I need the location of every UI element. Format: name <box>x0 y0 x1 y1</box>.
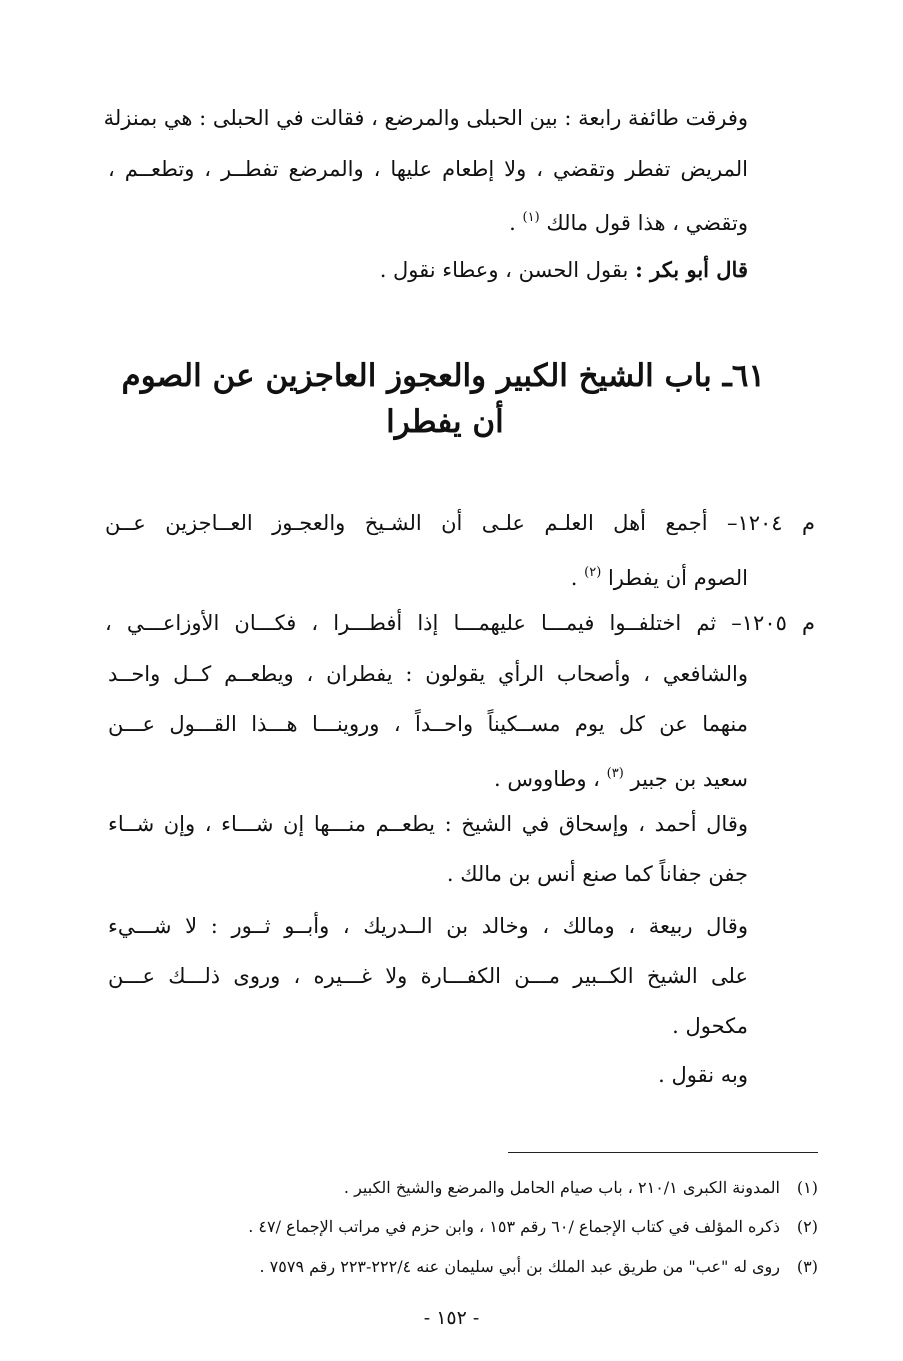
footnote-divider <box>508 1152 818 1153</box>
entry-1205-end: ، وطاووس . <box>493 767 600 791</box>
ahmad-line-1: وقال أحمد ، وإسحاق في الشيخ : يطعــم منـــها إن شـــاء ، وإن شــاء <box>108 812 748 836</box>
entry-1204-number: م ١٢٠٤– <box>726 511 815 535</box>
footnote-1-number: (١) <box>796 1178 818 1197</box>
abu-bakr-quote <box>380 255 748 285</box>
abu-bakr-text: بقول الحسن ، وعطاء نقول . <box>379 258 629 282</box>
footnote-3-text: روى له "عب" من طريق عبد الملك بن أبي سليمان عنه ٢٢٢/٤-٢٢٣ رقم ٧٥٧٩ . <box>259 1257 780 1276</box>
rabia-line-3: مكحول . <box>672 1014 748 1038</box>
closing-line: وبه نقول . <box>658 1063 748 1087</box>
entry-1205-number: م ١٢٠٥– <box>731 611 815 635</box>
intro-line-1: وفرقت طائفة رابعة : بين الحبلى والمرضع ، فقالت في الحبلى : هي بمنزلة <box>103 106 748 130</box>
footnote-3 <box>259 1255 818 1279</box>
entry-1204-line-1 <box>105 508 815 538</box>
footnote-2-number: (٢) <box>796 1217 818 1236</box>
intro-line-3 <box>509 203 748 238</box>
page-number: - ١٥٢ - <box>423 1307 480 1329</box>
intro-line-2: المريض تفطر وتقضي ، ولا إطعام عليها ، والمرضع تفطــر ، وتطعــم ، <box>108 157 748 181</box>
footnote-2-text: ذكره المؤلف في كتاب الإجماع /٦٠ رقم ١٥٣ ، وابن حزم في مراتب الإجماع /٤٧ . <box>248 1217 780 1236</box>
footnote-3-number: (٣) <box>796 1257 818 1276</box>
entry-1204-line-2 <box>571 558 748 593</box>
intro-line-3-text: وتقضي ، هذا قول مالك <box>546 211 748 235</box>
entry-1204-text-1: أجمع أهل العلـم علـى أن الشـيخ والعجـوز العــاجزين عــن <box>105 511 727 535</box>
abu-bakr-lead: قال أبو بكر : <box>635 257 748 282</box>
entry-1205-line-3: منهما عن كل يوم مســكيناً واحــداً ، وروينـــا هـــذا القـــول عـــن <box>108 712 748 736</box>
section-title-line-2: أن يفطرا <box>386 404 504 440</box>
entry-1205-text-1: ثم اختلفــوا فيمـــا عليهمـــا إذا أفطـــرا ، فكـــان الأوزاعـــي ، <box>105 611 732 635</box>
entry-1204-end: . <box>570 566 578 590</box>
rabia-line-1: وقال ربيعة ، ومالك ، وخالد بن الــدريك ، وأبــو ثــور : لا شـــيء <box>108 914 748 938</box>
intro-line-3-end: . <box>509 211 516 235</box>
entry-1205-line-4 <box>494 759 748 794</box>
footnote-ref-3: (٣) <box>606 766 624 781</box>
footnote-1 <box>344 1176 818 1200</box>
section-title-line-1: ٦١ـ باب الشيخ الكبير والعجوز العاجزين عن الصوم <box>121 358 765 394</box>
entry-1205-line-1 <box>105 608 815 638</box>
footnote-1-text: المدونة الكبرى ٢١٠/١ ، باب صيام الحامل والمرضع والشيخ الكبير . <box>343 1178 780 1197</box>
entry-1205-text-4: سعيد بن جبير <box>630 767 748 791</box>
entry-1205-line-2: والشافعي ، وأصحاب الرأي يقولون : يفطران ، ويطعــم كــل واحــد <box>108 662 748 686</box>
entry-1204-text-2: الصوم أن يفطرا <box>607 566 748 590</box>
ahmad-line-2: جفن جفاناً كما صنع أنس بن مالك . <box>446 862 748 886</box>
rabia-line-2: على الشيخ الكــبير مـــن الكفـــارة ولا غـــيره ، وروى ذلـــك عـــن <box>108 964 748 988</box>
footnote-ref-1: (١) <box>522 210 540 225</box>
footnote-ref-2: (٢) <box>584 565 602 580</box>
footnote-2 <box>248 1215 818 1239</box>
